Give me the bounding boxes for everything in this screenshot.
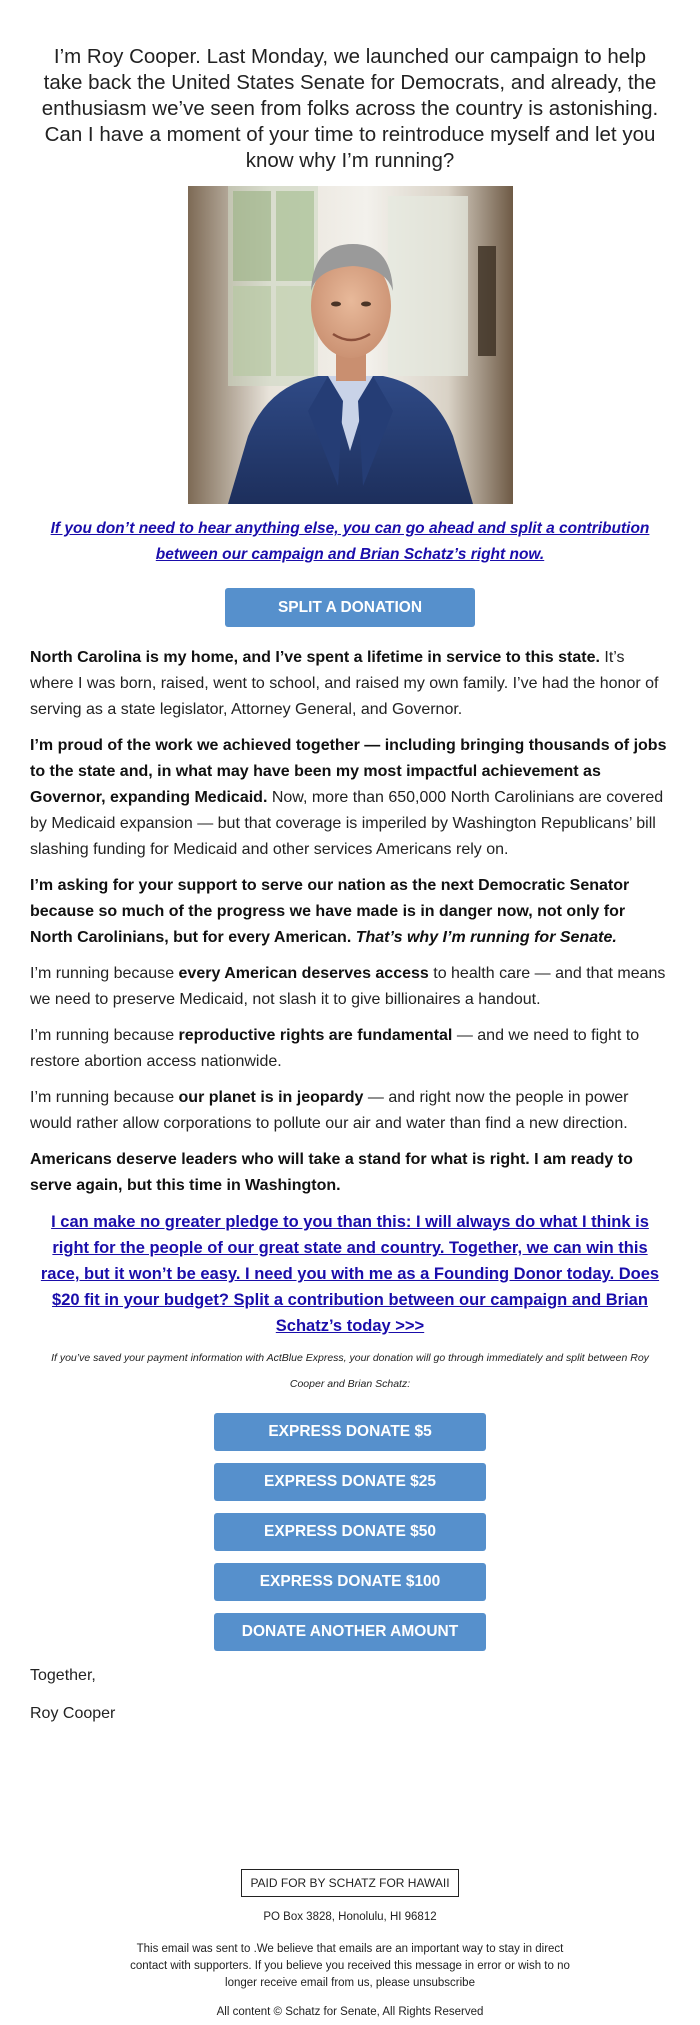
email-body [30, 0, 670, 2018]
signoff [30, 1663, 670, 1727]
express-note: If you’ve saved your payment information with ActBlue Express, your donation will go through immediately and split between Roy Cooper and Brian Schatz: [51, 1352, 649, 1390]
paragraph-home: North Carolina is my home, and I’ve spent a lifetime in service to this state. It’s where I was born, raised, went to school, and raised my own family. I’ve had the honor of serving as a state legislator, Attorney General, and Governor. [30, 649, 659, 718]
split-donation-button[interactable]: SPLIT A DONATION [225, 588, 475, 627]
intro-text: I’m Roy Cooper. Last Monday, we launched our campaign to help take back the United States Senate for Democrats, and already, the enthusiasm we’ve seen from folks across the country is astonishing. Can I have a moment of your time to reintroduce myself and let you know why I’m running? [41, 45, 659, 172]
email-notice: This email was sent to .We believe that emails are an important way to stay in direct contact with supporters. If you believe you received this message in error or wish to no longer receive email from us, please unsubscribe [130, 1943, 570, 1989]
paragraph-work: I’m proud of the work we achieved together — including bringing thousands of jobs to the state and, in what may have been my most impactful achievement as Governor, expanding Medicaid. Now, more than 650,000 North Carolinians are covered by Medicaid expansion — but that coverage is imperiled by Washington Republicans’ bill slashing funding for Medicaid and other services Americans rely on. [30, 737, 667, 858]
paid-for-disclaimer: PAID FOR BY SCHATZ FOR HAWAII [241, 1869, 458, 1897]
closing-text: Together, [30, 1667, 96, 1684]
mailing-address: PO Box 3828, Honolulu, HI 96812 [263, 1911, 437, 1923]
express-donate-25-button[interactable]: EXPRESS DONATE $25 [214, 1463, 486, 1501]
paragraph-leaders: Americans deserve leaders who will take a stand for what is right. I am ready to serve again, but this time in Washington. [30, 1151, 633, 1194]
copyright: All content © Schatz for Senate, All Rights Reserved [216, 2006, 484, 2018]
footer [30, 1739, 670, 2018]
letter-body [30, 645, 670, 1199]
paragraph-planet: I’m running because our planet is in jeopardy — and right now the people in power would rather allow corporations to pollute our air and water than find a new direction. [30, 1089, 629, 1132]
candidate-photo [188, 186, 513, 504]
paragraph-health-care: I’m running because every American deserves access to health care — and that means we need to preserve Medicaid, not slash it to give billionaires a handout. [30, 965, 666, 1008]
express-donate-5-button[interactable]: EXPRESS DONATE $5 [214, 1413, 486, 1451]
express-donate-50-button[interactable]: EXPRESS DONATE $50 [214, 1513, 486, 1551]
paragraph-support: I’m asking for your support to serve our nation as the next Democratic Senator because so much of the progress we have made is in danger now, not only for North Carolinians, but for every American. That’s why I’m running for Senate. [30, 877, 630, 946]
pledge-donate-link[interactable]: I can make no greater pledge to you than this: I will always do what I think is right for the people of our great state and country. Together, we can win this race, but it won’t be easy. I need you with me as a Founding Donor today. Does $20 fit in your budget? Split a contribution between our campaign and Brian Schatz’s today >>> [40, 1213, 660, 1335]
split-contribution-link[interactable]: If you don’t need to hear anything else, you can go ahead and split a contribution between our campaign and Brian Schatz’s right now. [50, 520, 650, 563]
donate-another-amount-button[interactable]: DONATE ANOTHER AMOUNT [214, 1613, 486, 1651]
express-donate-100-button[interactable]: EXPRESS DONATE $100 [214, 1563, 486, 1601]
paragraph-reproductive-rights: I’m running because reproductive rights are fundamental — and we need to fight to restore abortion access nationwide. [30, 1027, 640, 1070]
signature-name: Roy Cooper [30, 1705, 116, 1722]
